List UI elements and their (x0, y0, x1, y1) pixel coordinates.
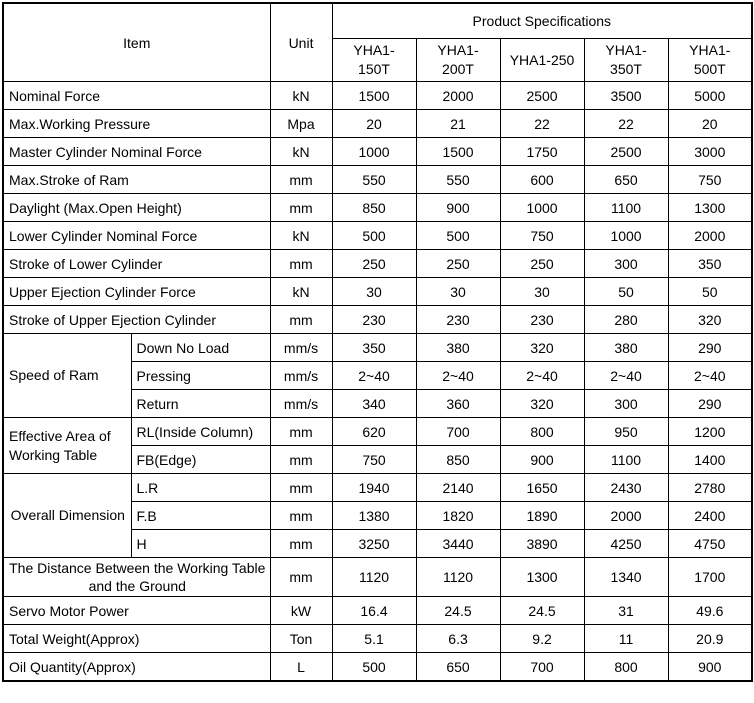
value-cell: 350 (668, 250, 752, 278)
value-cell: 20 (668, 110, 752, 138)
value-cell: 3250 (332, 530, 416, 558)
value-cell: 3500 (584, 82, 668, 110)
value-cell: 290 (668, 334, 752, 362)
value-cell: 1300 (668, 194, 752, 222)
value-cell: 2500 (500, 82, 584, 110)
value-cell: 380 (584, 334, 668, 362)
row-label: Servo Motor Power (3, 597, 270, 625)
table-row (3, 110, 752, 138)
value-cell: 2400 (668, 502, 752, 530)
row-label: Upper Ejection Cylinder Force (3, 278, 270, 306)
value-cell: 30 (416, 278, 500, 306)
unit-cell: Ton (270, 625, 332, 653)
value-cell: 21 (416, 110, 500, 138)
value-cell: 2~40 (500, 362, 584, 390)
value-cell: 2~40 (668, 362, 752, 390)
unit-cell: mm (270, 530, 332, 558)
model-header: YHA1- 350T (584, 39, 668, 82)
value-cell: 16.4 (332, 597, 416, 625)
unit-cell: mm (270, 446, 332, 474)
value-cell: 350 (332, 334, 416, 362)
row-group-label: Overall Dimension (3, 474, 131, 558)
value-cell: 290 (668, 390, 752, 418)
value-cell: 20 (332, 110, 416, 138)
value-cell: 49.6 (668, 597, 752, 625)
value-cell: 9.2 (500, 625, 584, 653)
row-label: Max.Stroke of Ram (3, 166, 270, 194)
value-cell: 1000 (584, 222, 668, 250)
value-cell: 250 (332, 250, 416, 278)
unit-cell: kN (270, 278, 332, 306)
value-cell: 30 (500, 278, 584, 306)
value-cell: 750 (332, 446, 416, 474)
row-label: Lower Cylinder Nominal Force (3, 222, 270, 250)
row-label: Daylight (Max.Open Height) (3, 194, 270, 222)
value-cell: 650 (416, 653, 500, 682)
unit-cell: mm/s (270, 334, 332, 362)
value-cell: 1750 (500, 138, 584, 166)
value-cell: 2~40 (416, 362, 500, 390)
value-cell: 4750 (668, 530, 752, 558)
model-header: YHA1-250 (500, 39, 584, 82)
value-cell: 31 (584, 597, 668, 625)
value-cell: 320 (668, 306, 752, 334)
unit-cell: mm (270, 306, 332, 334)
value-cell: 620 (332, 418, 416, 446)
table-row (3, 82, 752, 110)
value-cell: 3440 (416, 530, 500, 558)
value-cell: 700 (500, 653, 584, 682)
row-group-label: Speed of Ram (3, 334, 131, 418)
value-cell: 1300 (500, 558, 584, 597)
value-cell: 320 (500, 390, 584, 418)
row-label: Master Cylinder Nominal Force (3, 138, 270, 166)
unit-cell: mm (270, 166, 332, 194)
value-cell: 20.9 (668, 625, 752, 653)
value-cell: 1120 (332, 558, 416, 597)
table-row (3, 278, 752, 306)
value-cell: 1100 (584, 446, 668, 474)
value-cell: 50 (584, 278, 668, 306)
value-cell: 30 (332, 278, 416, 306)
row-sublabel: F.B (131, 502, 270, 530)
unit-cell: mm (270, 418, 332, 446)
value-cell: 4250 (584, 530, 668, 558)
unit-header: Unit (270, 3, 332, 82)
table-row (3, 558, 752, 597)
value-cell: 500 (332, 653, 416, 682)
value-cell: 2~40 (584, 362, 668, 390)
value-cell: 1200 (668, 418, 752, 446)
table-row (3, 138, 752, 166)
value-cell: 3890 (500, 530, 584, 558)
value-cell: 850 (416, 446, 500, 474)
value-cell: 900 (668, 653, 752, 682)
row-group-label: Effective Area of Working Table (3, 418, 131, 474)
value-cell: 1380 (332, 502, 416, 530)
model-header: YHA1- 500T (668, 39, 752, 82)
unit-cell: Mpa (270, 110, 332, 138)
row-label: Nominal Force (3, 82, 270, 110)
table-row (3, 474, 752, 502)
value-cell: 800 (584, 653, 668, 682)
value-cell: 2000 (668, 222, 752, 250)
row-sublabel: RL(Inside Column) (131, 418, 270, 446)
value-cell: 24.5 (500, 597, 584, 625)
table-row (3, 334, 752, 362)
row-label: Stroke of Lower Cylinder (3, 250, 270, 278)
value-cell: 1890 (500, 502, 584, 530)
value-cell: 2140 (416, 474, 500, 502)
product-specifications-header: Product Specifications (332, 3, 752, 39)
unit-cell: mm (270, 558, 332, 597)
value-cell: 6.3 (416, 625, 500, 653)
table-row (3, 222, 752, 250)
row-sublabel: Down No Load (131, 334, 270, 362)
value-cell: 2000 (416, 82, 500, 110)
value-cell: 340 (332, 390, 416, 418)
unit-cell: mm (270, 194, 332, 222)
model-header: YHA1- 150T (332, 39, 416, 82)
value-cell: 300 (584, 250, 668, 278)
value-cell: 2~40 (332, 362, 416, 390)
table-row (3, 166, 752, 194)
value-cell: 1100 (584, 194, 668, 222)
unit-cell: kN (270, 222, 332, 250)
value-cell: 700 (416, 418, 500, 446)
value-cell: 360 (416, 390, 500, 418)
row-sublabel: FB(Edge) (131, 446, 270, 474)
value-cell: 2430 (584, 474, 668, 502)
value-cell: 1500 (332, 82, 416, 110)
value-cell: 1340 (584, 558, 668, 597)
value-cell: 750 (500, 222, 584, 250)
value-cell: 1500 (416, 138, 500, 166)
value-cell: 1940 (332, 474, 416, 502)
model-header: YHA1- 200T (416, 39, 500, 82)
table-row (3, 418, 752, 446)
value-cell: 22 (500, 110, 584, 138)
value-cell: 3000 (668, 138, 752, 166)
value-cell: 280 (584, 306, 668, 334)
value-cell: 600 (500, 166, 584, 194)
unit-cell: mm/s (270, 390, 332, 418)
value-cell: 950 (584, 418, 668, 446)
value-cell: 300 (584, 390, 668, 418)
header-row-top (3, 3, 752, 39)
unit-cell: mm (270, 502, 332, 530)
value-cell: 230 (500, 306, 584, 334)
unit-cell: mm (270, 474, 332, 502)
value-cell: 900 (500, 446, 584, 474)
table-row (3, 597, 752, 625)
value-cell: 50 (668, 278, 752, 306)
row-label: Max.Working Pressure (3, 110, 270, 138)
row-label: Oil Quantity(Approx) (3, 653, 270, 682)
value-cell: 250 (416, 250, 500, 278)
value-cell: 380 (416, 334, 500, 362)
value-cell: 320 (500, 334, 584, 362)
unit-cell: mm (270, 250, 332, 278)
table-row (3, 625, 752, 653)
value-cell: 2000 (584, 502, 668, 530)
row-sublabel: H (131, 530, 270, 558)
value-cell: 500 (332, 222, 416, 250)
table-row (3, 194, 752, 222)
row-label: The Distance Between the Working Table and the Ground (3, 558, 270, 597)
value-cell: 500 (416, 222, 500, 250)
unit-cell: kW (270, 597, 332, 625)
table-row (3, 653, 752, 682)
value-cell: 230 (416, 306, 500, 334)
value-cell: 2780 (668, 474, 752, 502)
value-cell: 750 (668, 166, 752, 194)
item-header: Item (3, 3, 270, 82)
value-cell: 22 (584, 110, 668, 138)
value-cell: 800 (500, 418, 584, 446)
unit-cell: L (270, 653, 332, 682)
row-label: Total Weight(Approx) (3, 625, 270, 653)
value-cell: 850 (332, 194, 416, 222)
table-row (3, 306, 752, 334)
value-cell: 5.1 (332, 625, 416, 653)
table-row (3, 250, 752, 278)
value-cell: 1000 (332, 138, 416, 166)
value-cell: 650 (584, 166, 668, 194)
row-sublabel: L.R (131, 474, 270, 502)
value-cell: 24.5 (416, 597, 500, 625)
value-cell: 11 (584, 625, 668, 653)
unit-cell: kN (270, 138, 332, 166)
value-cell: 2500 (584, 138, 668, 166)
row-sublabel: Return (131, 390, 270, 418)
value-cell: 230 (332, 306, 416, 334)
value-cell: 900 (416, 194, 500, 222)
unit-cell: mm/s (270, 362, 332, 390)
value-cell: 550 (416, 166, 500, 194)
value-cell: 1120 (416, 558, 500, 597)
value-cell: 1820 (416, 502, 500, 530)
value-cell: 550 (332, 166, 416, 194)
value-cell: 1000 (500, 194, 584, 222)
row-sublabel: Pressing (131, 362, 270, 390)
row-label: Stroke of Upper Ejection Cylinder (3, 306, 270, 334)
value-cell: 5000 (668, 82, 752, 110)
unit-cell: kN (270, 82, 332, 110)
value-cell: 1700 (668, 558, 752, 597)
specifications-table (2, 2, 753, 682)
value-cell: 1650 (500, 474, 584, 502)
value-cell: 250 (500, 250, 584, 278)
value-cell: 1400 (668, 446, 752, 474)
